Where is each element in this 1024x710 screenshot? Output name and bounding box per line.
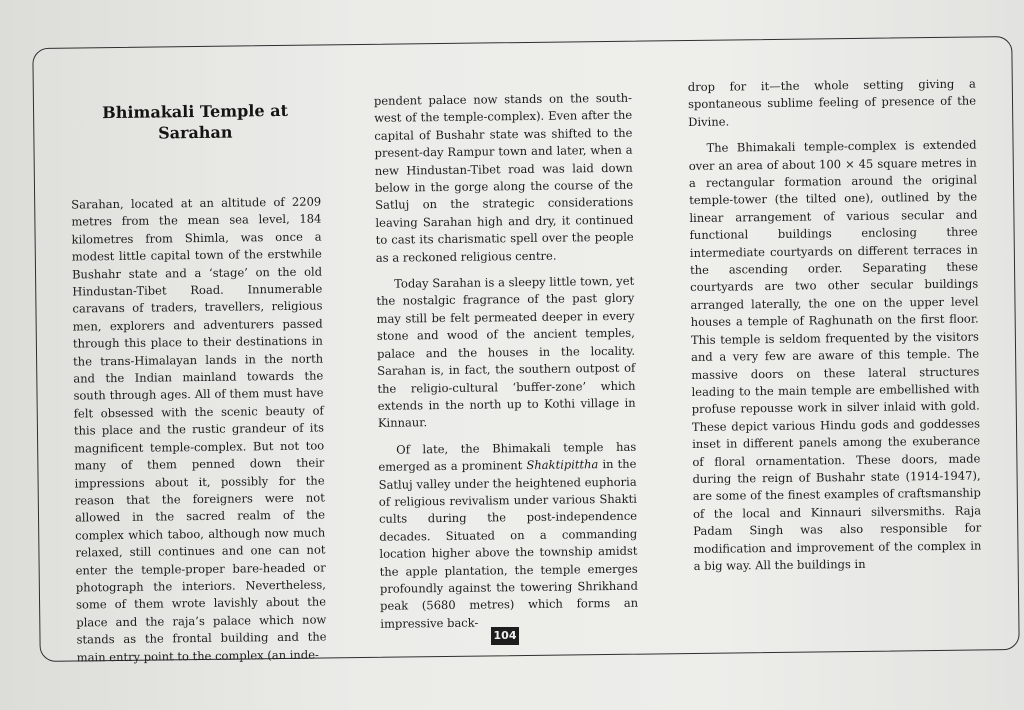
col3-paragraph-1: drop for it—the whole setting giving a spontaneous sublime feeling of presence of the Divine. (687, 76, 977, 129)
col2-paragraph-3-end: in the Satluj valley under the heightened euphoria of religious revivalism under various Shakti cults during the post-independence decades. Situated on a commanding location higher above the township amidst the apple plantation, the temple emerges profoundly against the towering Shrikhand peak (5680 metres) which forms an impressive back- (378, 456, 639, 631)
col1-paragraph-1: Sarahan, located at an altitude of 2209 metres from the mean sea level, 184 kilometres from Shimla, was once a modest little capital town of the erstwhile Bushahr state and a ‘stage’ on the old Hindustan-Tibet Road. Innumerable caravans of traders, travellers, religious men, explorers and adventurers passed through this place to their destinations in the trans-Himalayan lands in the north and the Indian mainland towards the south through ages. All of them must have felt obsessed with the scenic beauty of this place and the rustic grandeur of its magnificent temple-complex. But not too many of them penned down their impressions about it, possibly for the reason that the foreigners were not allowed in the sacred realm of the complex which taboo, although now much relaxed, still continues and one can not enter the temple-proper bare-headed or photograph the interiors. Nevertheless, some of them wrote lavishly about the place and the raja’s palace which now stands as the frontal building and the main entry point to the complex (an inde- (71, 194, 327, 665)
page-frame (32, 36, 1019, 665)
column-1 (70, 99, 327, 666)
col2-paragraph-1: pendent palace now stands on the south-west of the temple-complex). Even after the capital of Bushahr state was shifted to the present-day Rampur town and later, when a new Hindustan-Tibet road was laid down below in the gorge along the course of the Satluj on the strategic considerations leaving Sarahan high and dry, it continued to cast its charismatic spell over the people as a reckoned religious centre. (373, 90, 634, 265)
col2-paragraph-3-start: Of late, the Bhimakali temple has emerged as a prominent (378, 439, 637, 474)
col3-paragraph-2: The Bhimakali temple-complex is extended over an area of about 100 × 45 square metres in a rectangular formation around the original temple-tower (the tilted one), outlined by the linear arrangement of various secular and functional buildings enclosing three intermediate courtyards on different terraces in the ascending order. Separating these courtyards are two other secular buildings arranged laterally, the one on the upper level houses a temple of Raghunath on the first floor. This temple is seldom frequented by the visitors and a very few are aware of this temple. The massive doors on these lateral structures leading to the main temple are embellished with profuse repousse work in silver inlaid with gold. These depict various Hindu gods and goddesses inset in different panels among the exuberance of floral ornamentation. These doors, made during the reign of Bushahr state (1914-1947), are some of the finest examples of craftsmanship of the local and Kinnauri silversmiths. Raja Padam Singh was also responsible for modification and improvement of the complex in a big way. All the buildings in (688, 137, 982, 573)
article-title: Bhimakali Temple at Sarahan (102, 100, 289, 143)
column-2 (374, 90, 639, 633)
page-number: 104 (491, 627, 519, 645)
col2-paragraph-2: Today Sarahan is a sleepy little town, yet the nostalgic fragrance of the past glory may still be felt permeated deeper in every stone and wood of the ancient temples, palace and the houses in the locality. Sarahan is, in fact, the southern outpost of the religio-cultural ‘buffer-zone’ which extends in the north up to Kothi village in Kinnaur. (376, 273, 636, 431)
shaktipittha-term: Shaktipittha (526, 457, 599, 473)
col2-paragraph-3 (378, 438, 638, 633)
column-3 (688, 75, 982, 575)
